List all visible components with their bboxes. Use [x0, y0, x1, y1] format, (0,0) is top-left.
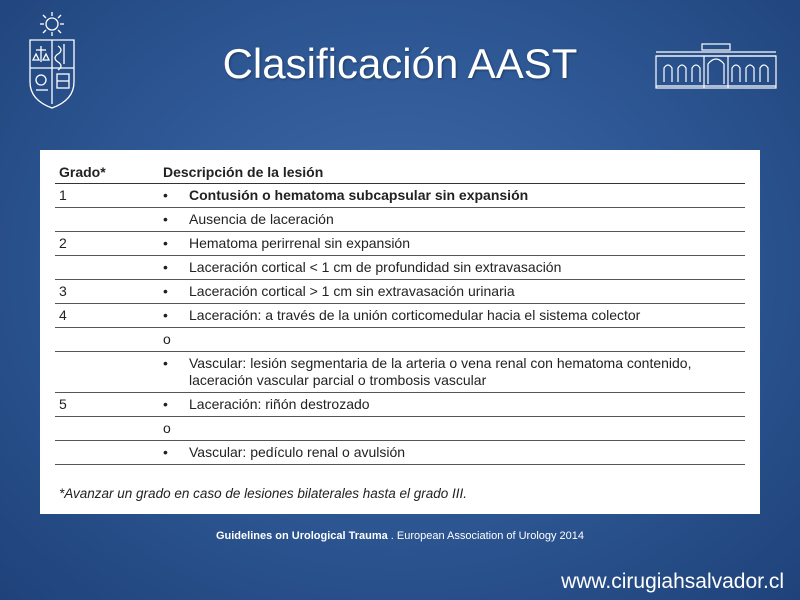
description-cell: Laceración: riñón destrozado: [185, 393, 745, 417]
table-row: [55, 393, 745, 417]
source-title: Guidelines on Urological Trauma: [215, 530, 388, 542]
grade-column-header: Grado*: [55, 160, 159, 184]
description-cell: Vascular: pedículo renal o avulsión: [185, 441, 745, 465]
bullet-marker: •: [159, 393, 185, 417]
bullet-marker: •: [159, 441, 185, 465]
bullet-marker: •: [159, 304, 185, 328]
grade-cell: [55, 256, 159, 280]
table-row: [55, 304, 745, 328]
grade-cell: 3: [55, 280, 159, 304]
description-cell: Laceración cortical < 1 cm de profundidad sin extravasación: [185, 256, 745, 280]
description-cell: Laceración cortical > 1 cm sin extravasación urinaria: [185, 280, 745, 304]
table-row: [55, 256, 745, 280]
table-row: [55, 417, 745, 441]
grade-cell: 2: [55, 232, 159, 256]
grade-cell: [55, 328, 159, 352]
description-cell: [185, 328, 745, 352]
bullet-marker: •: [159, 208, 185, 232]
table-row: [55, 328, 745, 352]
grade-cell: [55, 417, 159, 441]
description-cell: Hematoma perirrenal sin expansión: [185, 232, 745, 256]
or-marker: o: [159, 328, 185, 352]
description-cell: Laceración: a través de la unión corticomedular hacia el sistema colector: [185, 304, 745, 328]
grade-cell: [55, 352, 159, 393]
table-row: [55, 441, 745, 465]
classification-table-panel: [40, 150, 760, 514]
description-cell: Contusión o hematoma subcapsular sin expansión: [185, 184, 745, 208]
bullet-marker: •: [159, 280, 185, 304]
grade-cell: 4: [55, 304, 159, 328]
table-row: [55, 184, 745, 208]
description-column-header: Descripción de la lesión: [159, 160, 745, 184]
source-citation: [0, 530, 800, 542]
bullet-marker: •: [159, 232, 185, 256]
table-row: [55, 208, 745, 232]
description-cell: Ausencia de laceración: [185, 208, 745, 232]
aast-classification-table: [55, 160, 745, 465]
description-cell: [185, 417, 745, 441]
grade-cell: 5: [55, 393, 159, 417]
grade-cell: 1: [55, 184, 159, 208]
bullet-marker: •: [159, 256, 185, 280]
description-cell: Vascular: lesión segmentaria de la arteria o vena renal con hematoma contenido, laceración vascular parcial o trombosis vascular: [185, 352, 745, 393]
table-row: [55, 232, 745, 256]
website-url: www.cirugiahsalvador.cl: [561, 570, 784, 593]
source-publisher: . European Association of Urology 2014: [387, 530, 585, 542]
slide-title: Clasificación AAST: [222, 40, 578, 87]
grade-cell: [55, 441, 159, 465]
table-row: [55, 352, 745, 393]
grade-cell: [55, 208, 159, 232]
bullet-marker: •: [159, 352, 185, 393]
bullet-marker: •: [159, 184, 185, 208]
table-footnote: *Avanzar un grado en caso de lesiones bilaterales hasta el grado III.: [59, 486, 468, 501]
table-row: [55, 280, 745, 304]
or-marker: o: [159, 417, 185, 441]
